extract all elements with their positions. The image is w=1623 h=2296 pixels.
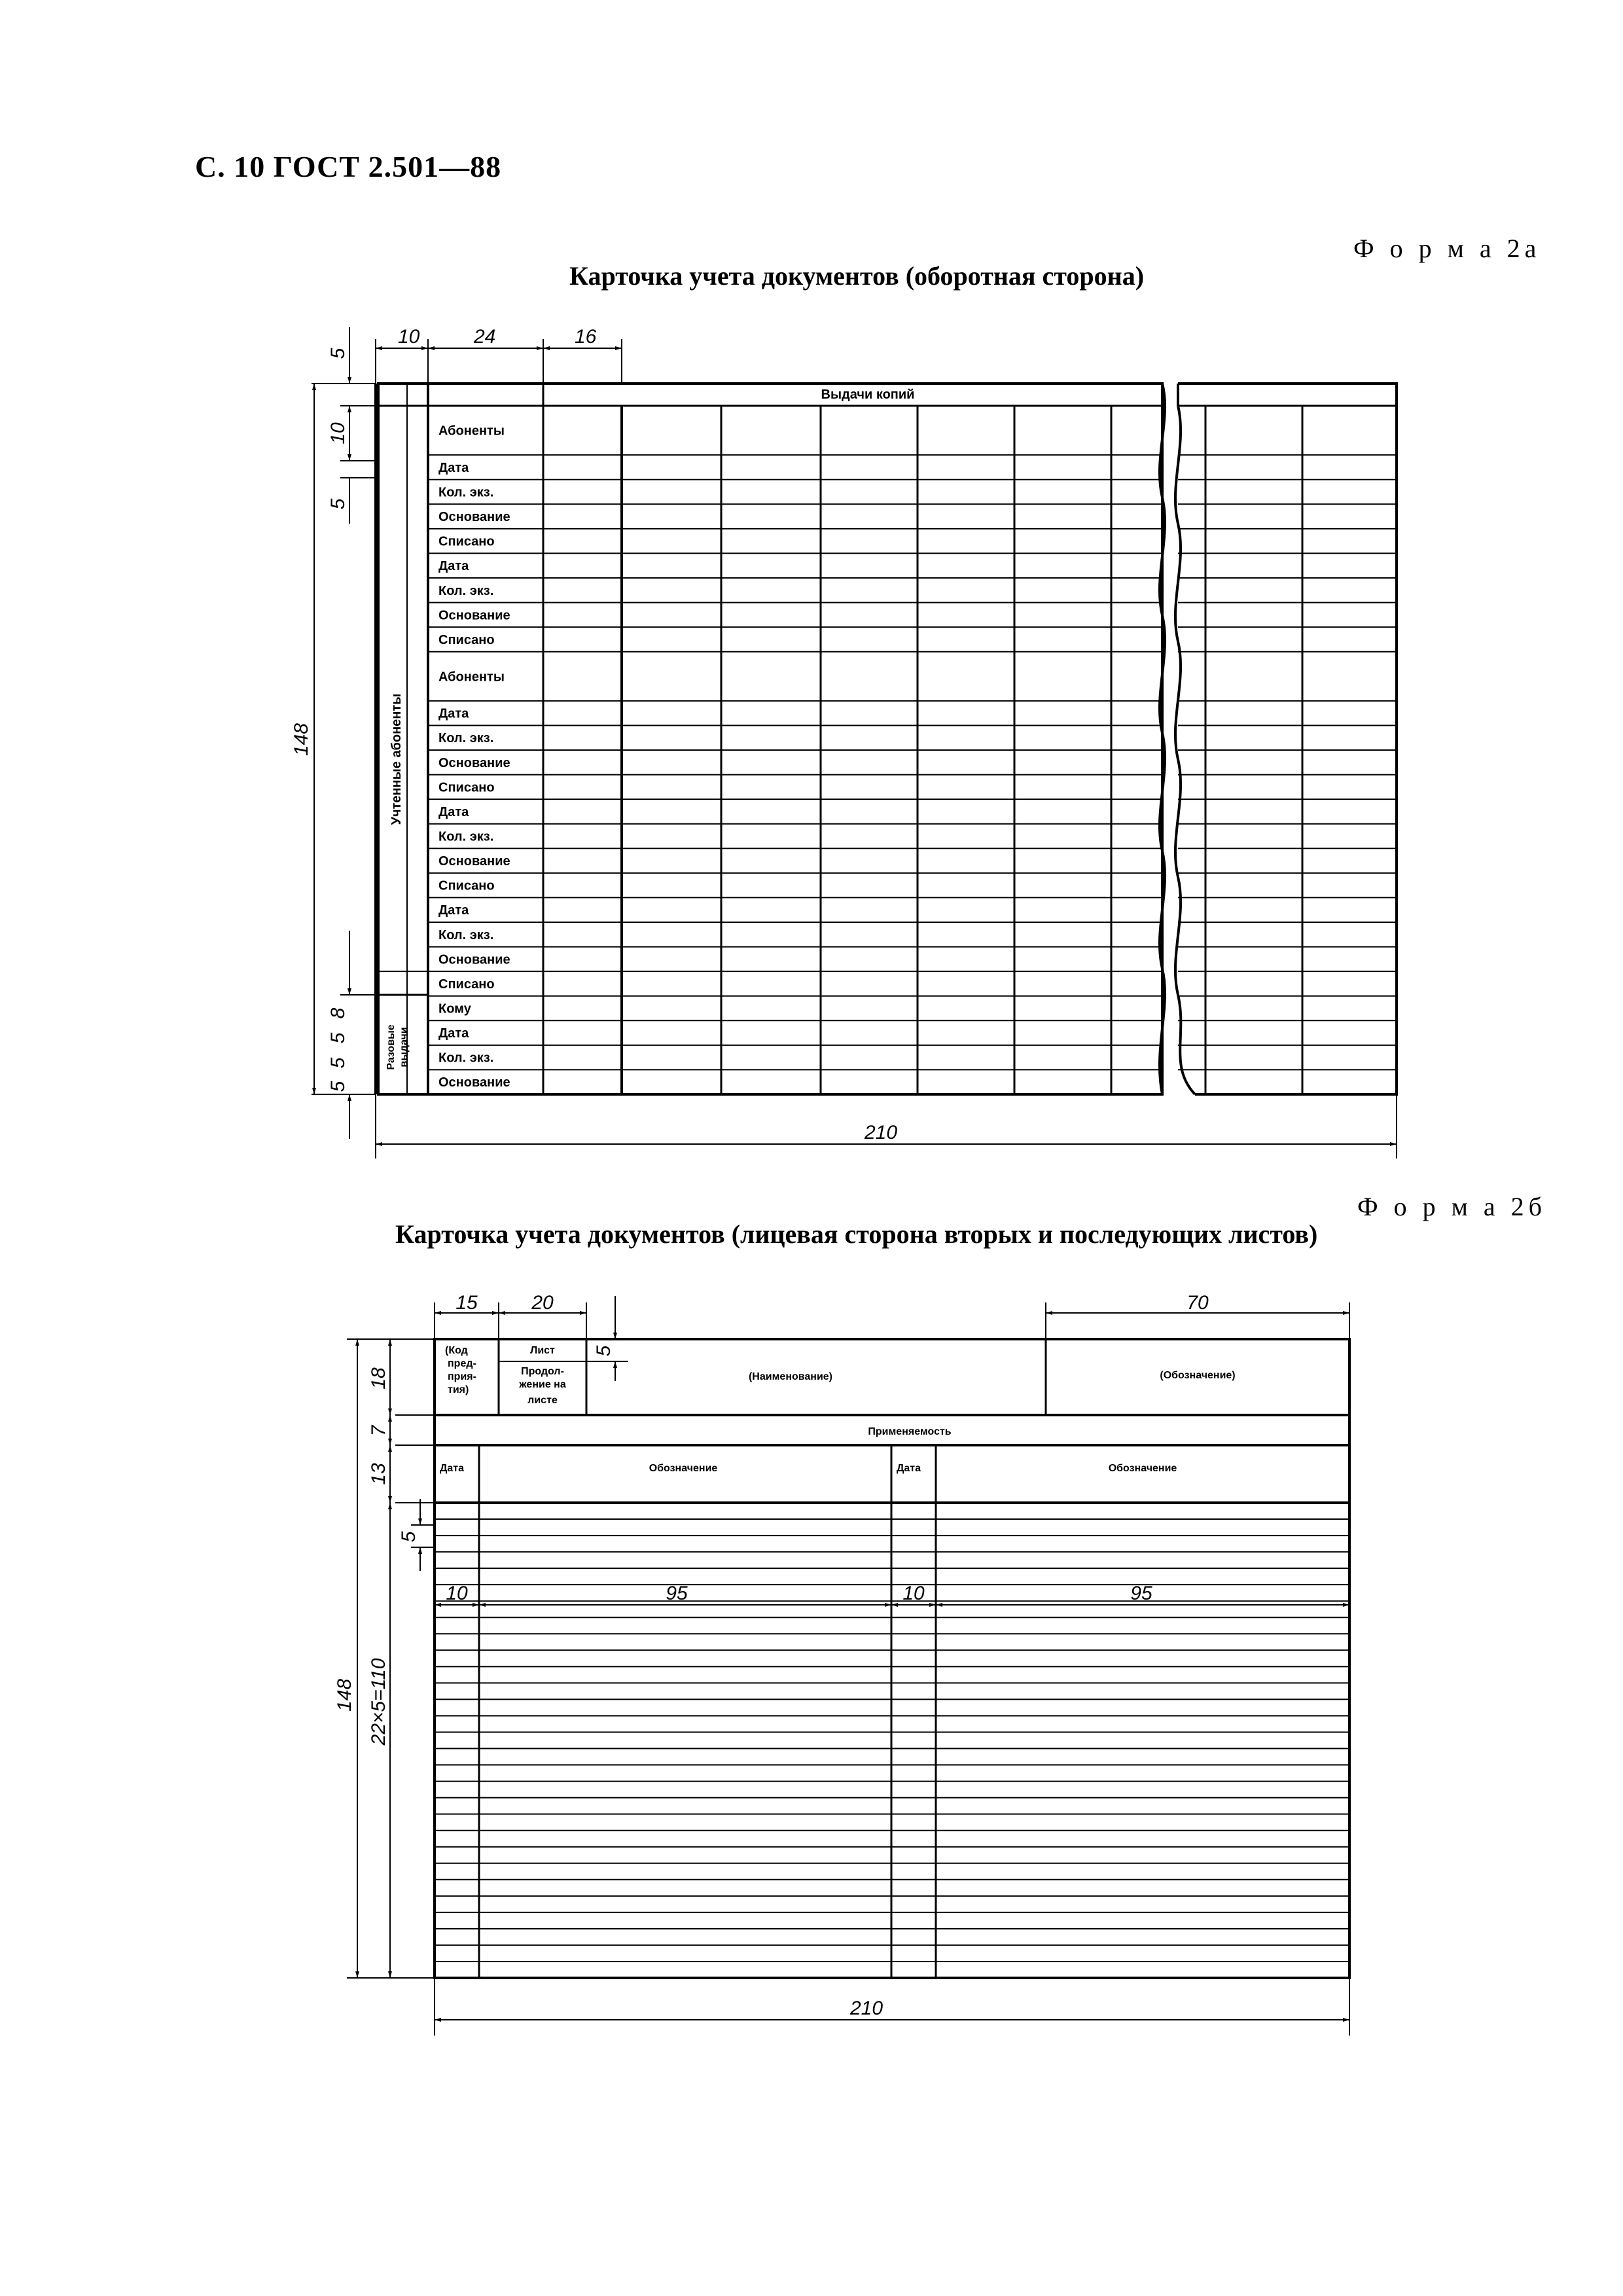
form-2a-label: Ф о р м а 2а	[1353, 234, 1541, 263]
form-2b-col-data-2: Дата	[897, 1463, 921, 1474]
dim-2b-c10b: 10	[902, 1583, 925, 1604]
dim-2b-h5: 5	[593, 1345, 615, 1357]
dim-2b-h22x5: 22×5=110	[368, 1658, 389, 1746]
form-2b-oboznachenie-top: (Обозначение)	[1160, 1370, 1236, 1381]
dim-2a-h148: 148	[291, 723, 312, 757]
form-2a-group-2-label-a: Разовые	[385, 1024, 397, 1070]
form-2a-row-label: Дата	[438, 706, 469, 721]
dim-2b-w15: 15	[455, 1292, 478, 1314]
dim-2a-h5b: 5	[327, 1057, 349, 1069]
form-2a-row-label: Абоненты	[438, 670, 505, 685]
form-2a-row-label: Кому	[438, 1001, 471, 1016]
dim-2a-w10: 10	[398, 326, 420, 348]
form-2b-prod-1: Продол-	[521, 1366, 564, 1377]
dim-2a-w16: 16	[575, 326, 597, 348]
form-2a-row-label: Списано	[438, 878, 495, 893]
dim-2b-h18: 18	[368, 1367, 389, 1390]
form-2b-kod-1: (Код	[445, 1345, 468, 1356]
dim-2b-w70: 70	[1186, 1292, 1209, 1314]
form-2a-row-label: Основание	[438, 755, 510, 770]
form-2b-kod-4: тия)	[448, 1384, 469, 1395]
form-2b-list: Лист	[530, 1345, 555, 1356]
form-2a-row-label: Списано	[438, 780, 495, 795]
dim-2b-c10a: 10	[446, 1583, 468, 1604]
form-2b-primenyaemost: Применяемость	[868, 1426, 952, 1437]
form-2b-title: Карточка учета документов (лицевая сторона вторых и последующих листов)	[395, 1219, 1318, 1249]
form-2b-col-obozn-1: Обозначение	[649, 1463, 718, 1474]
form-2b-col-obozn-2: Обозначение	[1108, 1463, 1177, 1474]
form-2a-row-label: Абоненты	[438, 423, 505, 439]
form-2a-row-label: Основание	[438, 952, 510, 967]
form-2a-row-label: Основание	[438, 510, 510, 525]
form-2a-row-label: Дата	[438, 559, 469, 574]
form-2b-naimenovanie: (Наименование)	[748, 1371, 833, 1382]
form-2a-row-label: Дата	[438, 460, 469, 475]
form-2a-row-label: Кол. экз.	[438, 1050, 494, 1066]
dim-2b-c95b: 95	[1130, 1583, 1152, 1604]
form-2a-title: Карточка учета документов (оборотная сторона)	[569, 261, 1145, 291]
dim-2b-w20: 20	[531, 1292, 554, 1314]
form-2a-rows	[376, 424, 1397, 1090]
form-2a-row-label: Дата	[438, 1026, 469, 1041]
dim-2b-h148: 148	[334, 1678, 355, 1712]
form-2a-right-outline	[1178, 384, 1397, 1094]
dim-2b-h5b: 5	[398, 1531, 419, 1543]
dim-2b-c95a: 95	[666, 1583, 688, 1604]
form-2a-row-label: Основание	[438, 1075, 510, 1090]
dim-2a-h10: 10	[327, 422, 349, 444]
form-2a-left-outline	[378, 384, 1162, 1094]
form-2a-row-label: Кол. экз.	[438, 731, 494, 746]
form-2b-dimensions	[347, 1296, 1349, 2036]
dim-2a-h5a: 5	[327, 1032, 349, 1044]
form-2a-row-label: Списано	[438, 534, 495, 549]
form-2a-group-1-label: Учтенные абоненты	[389, 693, 404, 825]
form-2a-row-label: Дата	[438, 903, 469, 918]
form-2a-row-label: Кол. экз.	[438, 583, 494, 598]
form-2b-col-data-1: Дата	[440, 1463, 465, 1474]
form-2a-drawing	[376, 384, 1397, 1094]
dim-2b-total: 210	[849, 1998, 883, 2019]
form-2a-header-right: Выдачи копий	[821, 387, 915, 402]
form-2b-prod-2: жение на	[519, 1379, 566, 1390]
form-2a-row-label: Списано	[438, 632, 495, 647]
dim-2a-h8: 8	[327, 1007, 349, 1019]
dim-2a-h5: 5	[327, 498, 349, 510]
form-2b-kod-2: пред-	[448, 1358, 476, 1369]
form-2a-row-label: Основание	[438, 608, 510, 623]
dim-2b-h13: 13	[368, 1463, 389, 1485]
form-2a-row-label: Кол. экз.	[438, 829, 494, 844]
form-2a-group-2-label-b: выдачи	[399, 1027, 410, 1067]
form-2a-row-label: Основание	[438, 854, 510, 869]
dim-2a-w24: 24	[474, 326, 496, 348]
form-2a-row-label: Кол. экз.	[438, 927, 494, 942]
dim-2a-h5-top: 5	[327, 348, 349, 359]
form-2b-prod-3: листе	[527, 1395, 558, 1406]
dim-2a-h5c: 5	[327, 1081, 349, 1092]
form-2a-row-label: Списано	[438, 977, 495, 992]
form-2b-label: Ф о р м а 2б	[1357, 1192, 1547, 1221]
form-2b-kod-3: прия-	[448, 1371, 476, 1382]
form-2a-row-label: Дата	[438, 804, 469, 819]
form-2a-row-label: Кол. экз.	[438, 485, 494, 500]
dim-2b-h7: 7	[368, 1425, 389, 1437]
page-header: С. 10 ГОСТ 2.501—88	[195, 150, 502, 183]
dim-2a-total: 210	[864, 1122, 898, 1143]
